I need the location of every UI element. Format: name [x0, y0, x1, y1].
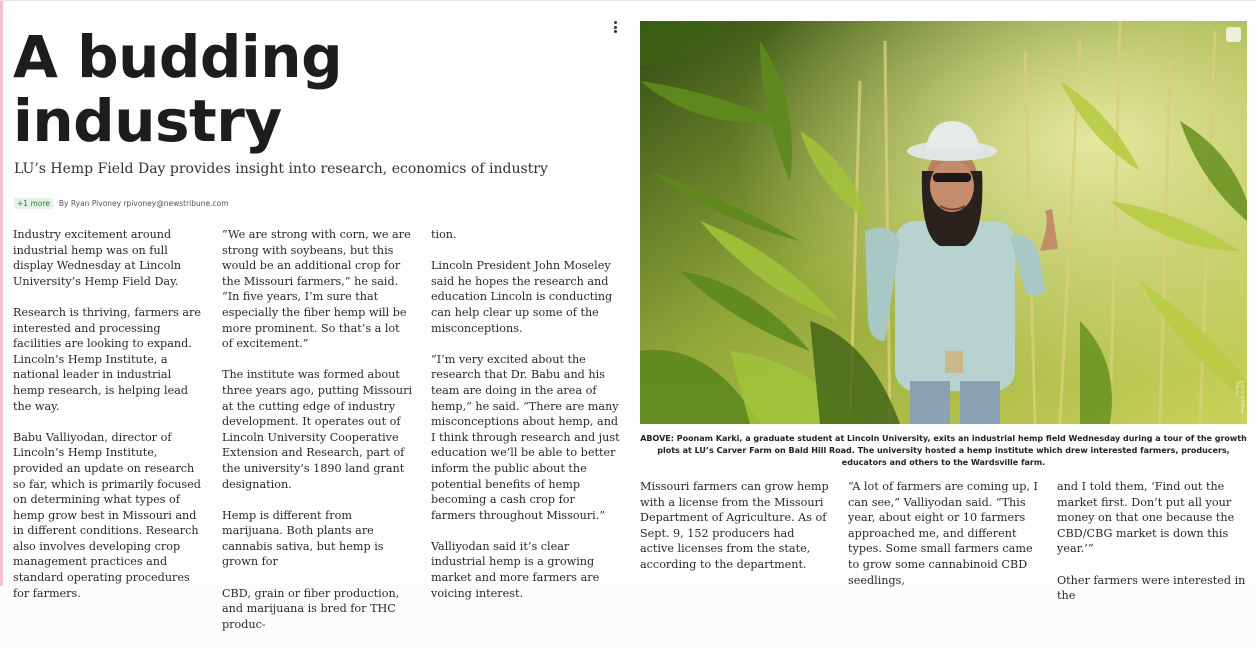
- paragraph: Industry excitement around industrial hemp was on full display Wednesday at Lincoln University’s Hemp Field Day.: [13, 228, 182, 288]
- article-column-6: [1057, 479, 1247, 619]
- paragraph: “A lot of farmers are coming up, I can see,” Valliyodan said. “This year, about eight or 10 farmers approached me, and different types. Some small farmers came to grow some cannabinoid CBD seedlings,: [848, 480, 1038, 587]
- subheadline: LU’s Hemp Field Day provides insight into research, economics of industry: [14, 161, 548, 177]
- expand-icon[interactable]: [1226, 27, 1241, 42]
- paragraph: Lincoln President John Moseley said he hopes the research and education Lincoln is conducting can help clear up some of the misconceptions.: [431, 259, 613, 335]
- more-authors-button[interactable]: +1 more: [14, 198, 53, 209]
- byline-row: [14, 196, 229, 210]
- headline-line-2: industry: [13, 87, 282, 155]
- photo-illustration: [640, 21, 1247, 424]
- headline-line-1: A budding: [13, 23, 343, 91]
- paragraph: “We are strong with corn, we are strong with soybeans, but this would be an additional crop for the Missouri farmers,” he said. “In five years, I’m sure that especially the fiber hemp will be more prominent. So that’s a lot of excitement.”: [222, 228, 411, 351]
- paragraph: The institute was formed about three years ago, putting Missouri at the cutting edge of industry development. It operates out of Lincoln University Cooperative Extension and Research, part of the university’s 1890 land grant designation.: [222, 368, 413, 491]
- photo-caption: ABOVE: Poonam Karki, a graduate student at Lincoln University, exits an industrial hemp field Wednesday during a tour of the growth plots at LU’s Carver Farm on Bald Hill Road. The university hosted a hemp institute which drew interested farmers, producers, educators and others to the Wardsville farm.: [640, 434, 1247, 467]
- paragraph: Research is thriving, farmers are interested and processing facilities are looking to expand. Lincoln’s Hemp Institute, a national leader in industrial hemp research, is helping lead the way.: [13, 305, 202, 413]
- article-column-3: [431, 227, 621, 617]
- paragraph: Other farmers were interested in the: [1057, 573, 1246, 603]
- paragraph: Babu Valliyodan, director of Lincoln’s Hemp Institute, provided an update on research so far, which is primarily focused on determining what types of hemp grow best in Missouri and in different conditions. Research also involves developing crop management practices and standard operating procedures for farmers.: [13, 430, 201, 600]
- paragraph: CBD, grain or fiber production, and marijuana is bred for THC produc-: [222, 586, 400, 631]
- paragraph: “I’m very excited about the research that Dr. Babu and his team are doing in the area of hemp,” he said. “There are many misconceptions about hemp, and I think through research and just education we’ll be able to better inform the public about the potential benefits of hemp becoming a cash crop for farmers throughout Missouri.”: [431, 352, 620, 522]
- article-column-4: [640, 479, 830, 588]
- hemp-field-photo: [640, 21, 1247, 424]
- headline: [13, 25, 573, 153]
- byline: By Ryan Pivoney rpivoney@newstribune.com: [58, 198, 229, 208]
- article-column-5: [848, 479, 1038, 604]
- paragraph: and I told them, ‘Find out the market first. Don’t put all your money on that one because the CBD/CBG market is down this year.’”: [1057, 480, 1235, 556]
- article-column-2: [222, 227, 414, 648]
- paragraph: Hemp is different from marijuana. Both plants are cannabis sativa, but hemp is grown for: [222, 508, 384, 569]
- kebab-menu-icon[interactable]: [608, 19, 622, 35]
- paragraph: Missouri farmers can grow hemp with a license from the Missouri Department of Agriculture. As of Sept. 9, 152 producers had active licenses from the state, according to the department.: [640, 480, 829, 571]
- photo-credit: Julie Smith/News Tribune: [1235, 381, 1245, 415]
- article-column-1: [13, 227, 203, 617]
- page-edge: [0, 1, 3, 586]
- paragraph: tion.: [431, 228, 457, 241]
- paragraph: Valliyodan said it’s clear industrial hemp is a growing market and more farmers are voicing interest.: [431, 539, 600, 600]
